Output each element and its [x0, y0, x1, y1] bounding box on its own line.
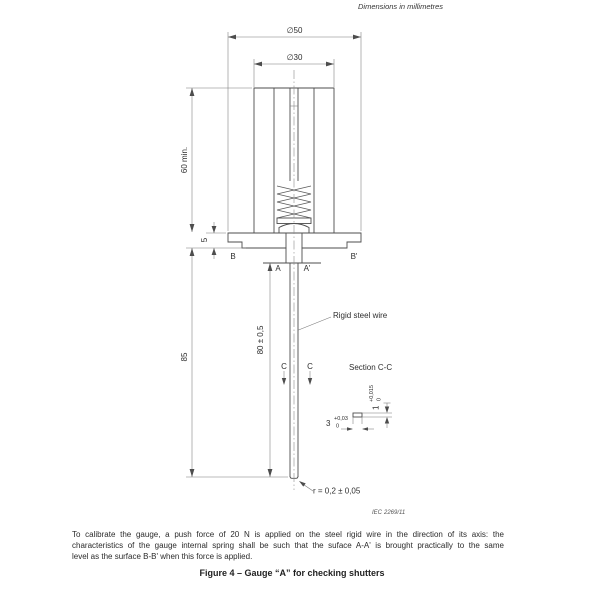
dim-85-label: 85 [180, 352, 189, 362]
caption-line-1: To calibrate the gauge, a push force of 20 N is applied on the steel rigid wire in the direction of its axis: the [72, 530, 504, 539]
dimension-lines [186, 32, 361, 491]
dim-5-label: 5 [200, 237, 209, 243]
tip-radius-label: r = 0,2 ± 0,05 [313, 486, 361, 496]
label-a-right: A' [303, 264, 311, 273]
svg-text:IEC: IEC [372, 510, 383, 516]
section-title-label: Section C-C [349, 363, 393, 372]
svg-text:0: 0 [336, 423, 340, 430]
wire-callout-label: Rigid steel wire [333, 311, 388, 320]
label-a-left: A [275, 264, 281, 273]
svg-text:1: 1 [371, 405, 381, 410]
dim-80-label: 80 ± 0,5 [256, 325, 265, 355]
dim-60min-label: 60 min. [180, 146, 189, 174]
iec-reference [372, 510, 405, 516]
svg-text:+0,03: +0,03 [334, 416, 348, 422]
svg-text:2269/11: 2269/11 [384, 510, 406, 516]
dim-dia50-label: ∅50 [286, 26, 303, 35]
dim-section-width-label [326, 416, 348, 430]
svg-text:3: 3 [326, 419, 331, 428]
caption-line-2: characteristics of the gauge internal spring shall be such that the suface A-A' is brought practically to the same [72, 541, 504, 551]
dimensions-note: Dimensions in millimetres [358, 2, 444, 11]
gauge-body [228, 70, 361, 490]
label-b-right: B' [350, 252, 358, 261]
barrel-wall-left [254, 88, 274, 233]
barrel-wall-right [314, 88, 334, 233]
section-bar [353, 413, 362, 417]
caption-line-3: level as the surface B-B' when this force is applied. [72, 552, 253, 562]
calibration-note [72, 529, 504, 563]
svg-text:+0,015: +0,015 [369, 385, 375, 402]
dim-section-thickness-label [369, 385, 383, 410]
label-c-right: C [307, 362, 313, 371]
label-c-left: C [281, 362, 287, 371]
section-c-c-detail [341, 403, 392, 431]
label-b-left: B [230, 252, 236, 261]
svg-text:0: 0 [376, 397, 383, 401]
dim-dia30-label: ∅30 [286, 53, 303, 62]
figure-title: Figure 4 – Gauge “A” for checking shutters [199, 568, 385, 578]
